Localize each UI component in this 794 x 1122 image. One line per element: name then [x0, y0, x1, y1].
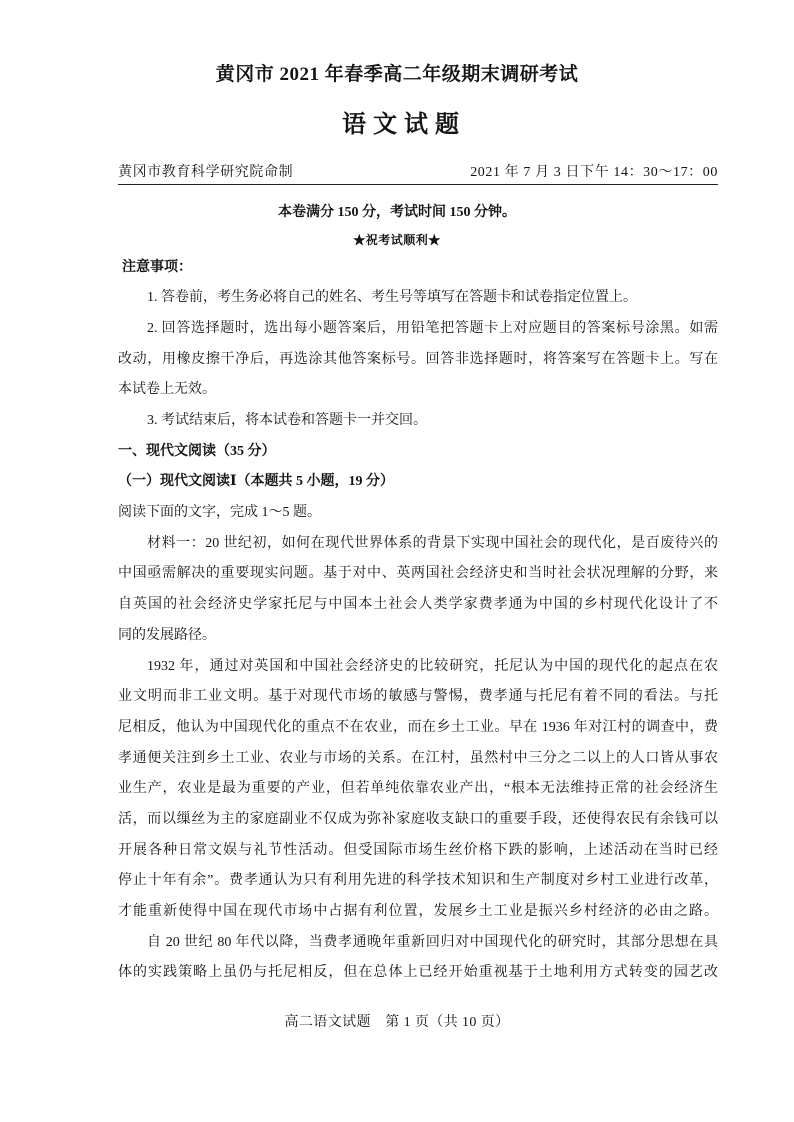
notice-line: 2. 回答选择题时，选出每小题答案后，用铅笔把答题卡上对应题目的答案标号涂黑。如需: [147, 320, 718, 336]
notice-heading: 注意事项：: [122, 259, 192, 275]
header-divider: [118, 184, 718, 185]
passage-line: 同的发展路径。: [118, 627, 216, 643]
exam-title: 黄冈市 2021 年春季高二年级期末调研考试: [215, 64, 579, 85]
notice-line: 1. 答卷前，考生务必将自己的姓名、考生号等填写在答题卡和试卷指定位置上。: [147, 290, 637, 306]
passage-line: 活，而以缫丝为主的家庭副业不仅成为弥补家庭收支缺口的重要手段，还使得农民有余钱可以: [118, 811, 718, 827]
issuer-text: 黄冈市教育科学研究院命制: [118, 165, 294, 180]
passage-line: 业生产，农业是最为重要的产业，但若单纯依靠农业产出，“根本无法维持正常的社会经济生: [118, 781, 718, 797]
passage-line: 自英国的社会经济史学家托尼与中国本土社会人类学家费孝通为中国的乡村现代化设计了不: [118, 597, 718, 613]
passage-line: 体的实践策略上虽仍与托尼相反，但在总体上已经开始重视基于土地利用方式转变的园艺改: [118, 965, 718, 981]
passage-line: 才能重新使得中国在现代市场中占据有利位置，发展乡土工业是振兴乡村经济的必由之路。: [118, 904, 718, 920]
notice-line: 3. 考试结束后，将本试卷和答题卡一并交回。: [147, 413, 427, 429]
passage-line: 开展各种日常文娱与礼节性活动。但受国际市场生丝价格下跌的影响，上述活动在当时已经: [118, 842, 718, 858]
exam-datetime: 2021 年 7 月 3 日下午 14：30～17：00: [470, 165, 718, 180]
score-note: 本卷满分 150 分，考试时间 150 分钟。: [278, 205, 516, 220]
section-heading: 一、现代文阅读（35 分）: [118, 443, 276, 459]
reading-instruction: 阅读下面的文字，完成 1～5 题。: [118, 505, 321, 521]
page-footer: 高二语文试题 第 1 页（共 10 页）: [284, 1015, 510, 1030]
passage-line: 停止十年有余”。费孝通认为只有利用先进的科学技术知识和生产制度对乡村工业进行改革，: [118, 873, 718, 889]
passage-line: 材料一：20 世纪初，如何在现代世界体系的背景下实现中国社会的现代化，是百废待兴的: [147, 535, 718, 551]
passage-line: 1932 年，通过对英国和中国社会经济史的比较研究，托尼认为中国的现代化的起点在农: [147, 658, 718, 674]
body-text: [118, 253, 718, 990]
subject-title: 语文试题: [342, 112, 466, 138]
section-subheading: （一）现代文阅读Ⅰ（本题共 5 小题，19 分）: [118, 474, 395, 490]
good-luck-note: ★祝考试顺利★: [353, 233, 441, 247]
passage-line: 孝通便关注到乡土工业、农业与市场的关系。在江村，虽然村中三分之二以上的人口皆从事农: [118, 750, 718, 766]
passage-line: 尼相反，他认为中国现代化的重点不在农业，而在乡土工业。早在 1936 年对江村的调查中，费: [118, 719, 718, 735]
notice-line: 本试卷上无效。: [118, 382, 216, 398]
notice-line: 改动，用橡皮擦干净后，再选涂其他答案标号。回答非选择题时，将答案写在答题卡上。写在: [118, 351, 718, 367]
passage-line: 业文明而非工业文明。基于对现代市场的敏感与警惕，费孝通与托尼有着不同的看法。与托: [118, 689, 718, 705]
passage-line: 自 20 世纪 80 年代以降，当费孝通晚年重新回归对中国现代化的研究时，其部分思想在具: [147, 934, 718, 950]
passage-line: 中国亟需解决的重要现实问题。基于对中、英两国社会经济史和当时社会状况理解的分野，来: [118, 566, 718, 582]
